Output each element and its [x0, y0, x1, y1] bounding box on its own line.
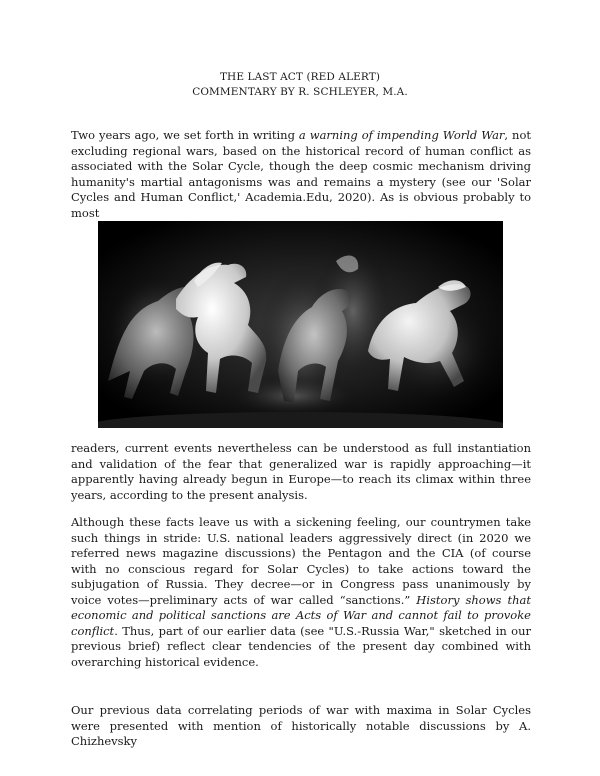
paragraph-sanctions — [71, 515, 531, 670]
paragraph-text: Our previous data correlating periods of war with maxima in Solar Cycles were presented with mention of historically notable discussions by A. Chizhevsky — [71, 703, 531, 748]
paragraph-continued — [71, 441, 531, 503]
paragraph-text: . Thus, part of our earlier data (see "U.S.-Russia War," sketched in our previous brief) reflect clear tendencies of the present day combined with overarching historical evidence. — [71, 623, 531, 669]
horses-image — [98, 221, 503, 428]
document-byline: COMMENTARY BY R. SCHLEYER, M.A. — [192, 86, 408, 98]
paragraph-text: Two years ago, we set forth in writing — [71, 128, 299, 142]
paragraph-intro — [71, 128, 531, 221]
document-title: THE LAST ACT (RED ALERT) — [219, 71, 381, 83]
emphasis-text: a warning of impending World War — [298, 128, 505, 142]
title-block — [0, 70, 600, 100]
emphasis-text: History shows that economic and political sanctions are Acts of War and cannot fail to provoke conflict — [71, 592, 532, 638]
paragraph-text: readers, current events nevertheless can be understood as full instantiation and validation of the fear that generalized war is rapidly approaching—it apparently having already begun in Europe—to reach its climax within three years, according to the present analysis. — [71, 441, 531, 502]
horses-illustration — [98, 221, 503, 428]
paragraph-previous-data — [71, 703, 531, 750]
paragraph-text: Although these facts leave us with a sickening feeling, our countrymen take such things in stride: U.S. national leaders aggressively direct (in 2020 we referred news magazine discussions) the Pentagon and the CIA (of course with no conscious regard for Solar Cycles) to take actions toward the subjugation of Russia. They decree—or in Congress pass unanimously by voice votes—preliminary acts of war called “sanctions.” — [71, 515, 531, 607]
paragraph-text: , not excluding regional wars, based on the historical record of human conflict as associated with the Solar Cycle, though the deep cosmic mechanism driving humanity's martial antagonisms was and remains a mystery (see our 'Solar Cycles and Human Conflict,' Academia.Edu, 2020). As is obvious probably to most — [71, 128, 531, 220]
